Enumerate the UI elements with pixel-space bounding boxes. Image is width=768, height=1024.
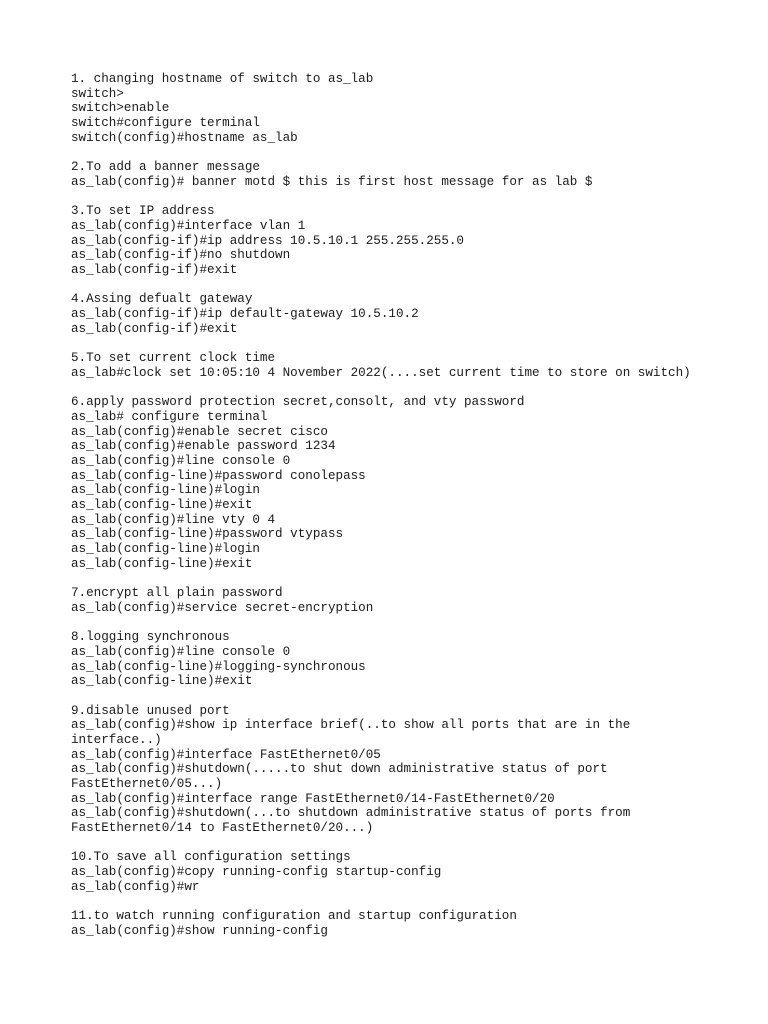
command-line: FastEthernet0/14 to FastEthernet0/20...) — [71, 821, 374, 836]
command-line: as_lab(config)# banner motd $ this is first host message for as lab $ — [71, 174, 593, 189]
command-line: as_lab(config)#copy running-config startup-config — [71, 865, 442, 880]
config-step-section — [71, 160, 751, 189]
command-line: FastEthernet0/05...) — [71, 777, 223, 791]
command-line: switch(config)#hostname as_lab — [71, 130, 298, 145]
command-line: as_lab(config-if)#ip default-gateway 10.5.10.2 — [71, 307, 419, 321]
command-line: as_lab(config-line)#exit — [71, 556, 253, 571]
command-line: as_lab(config-line)#password vtypass — [71, 527, 344, 542]
step-heading: 11.to watch running configuration and startup configuration — [71, 909, 517, 924]
config-step-section — [71, 395, 751, 571]
document-body — [71, 72, 751, 953]
config-step-section — [71, 704, 751, 836]
command-line: switch> — [71, 86, 124, 101]
command-line: as_lab(config)#line console 0 — [71, 453, 291, 468]
command-line: as_lab(config-if)#no shutdown — [71, 248, 291, 263]
step-heading: 6.apply password protection secret,consolt, and vty password — [71, 395, 525, 410]
command-line: as_lab(config)#show running-config — [71, 923, 328, 938]
command-line: as_lab(config)#enable secret cisco — [71, 424, 328, 439]
command-line: switch>enable — [71, 101, 170, 116]
step-heading: 1. changing hostname of switch to as_lab — [71, 72, 374, 86]
step-heading: 5.To set current clock time — [71, 351, 276, 366]
command-line: as_lab(config)#wr — [71, 879, 200, 894]
command-line: switch#configure terminal — [71, 116, 260, 131]
step-heading: 10.To save all configuration settings — [71, 850, 351, 865]
step-heading: 8.logging synchronous — [71, 630, 230, 645]
config-step-section — [71, 909, 751, 938]
command-line: as_lab(config)#interface range FastEthernet0/14-FastEthernet0/20 — [71, 791, 555, 806]
step-heading: 7.encrypt all plain password — [71, 586, 283, 601]
config-step-section — [71, 850, 751, 894]
command-line: as_lab(config-line)#exit — [71, 674, 253, 689]
command-line: as_lab(config)#line console 0 — [71, 644, 291, 659]
command-line: as_lab# configure terminal — [71, 409, 268, 424]
command-line: as_lab(config-line)#logging-synchronous — [71, 659, 366, 674]
command-line: as_lab(config-if)#exit — [71, 321, 238, 336]
command-line: as_lab(config-line)#password conolepass — [71, 468, 366, 483]
command-line: as_lab(config)#shutdown(.....to shut down administrative status of port — [71, 762, 608, 777]
step-heading: 9.disable unused port — [71, 703, 230, 718]
command-line: as_lab(config-line)#login — [71, 542, 260, 556]
command-line: as_lab(config)#interface vlan 1 — [71, 218, 306, 233]
command-line: as_lab(config)#enable password 1234 — [71, 439, 336, 454]
config-step-section — [71, 586, 751, 615]
command-line: as_lab(config-line)#login — [71, 483, 260, 498]
config-step-section — [71, 204, 751, 277]
step-heading: 3.To set IP address — [71, 204, 215, 219]
command-line: interface..) — [71, 732, 162, 747]
command-line: as_lab(config-if)#ip address 10.5.10.1 255.255.255.0 — [71, 233, 464, 248]
command-line: as_lab#clock set 10:05:10 4 November 2022(....set current time to store on switch) — [71, 365, 691, 380]
config-step-section — [71, 630, 751, 689]
step-heading: 4.Assing defualt gateway — [71, 292, 253, 307]
command-line: as_lab(config-if)#exit — [71, 262, 238, 277]
command-line: as_lab(config)#service secret-encryption — [71, 600, 374, 615]
command-line: as_lab(config)#shutdown(...to shutdown administrative status of ports from — [71, 806, 631, 821]
step-heading: 2.To add a banner message — [71, 160, 260, 175]
command-line: as_lab(config-line)#exit — [71, 497, 253, 512]
command-line: as_lab(config)#interface FastEthernet0/05 — [71, 747, 381, 762]
command-line: as_lab(config)#show ip interface brief(..to show all ports that are in the — [71, 718, 631, 733]
command-line: as_lab(config)#line vty 0 4 — [71, 512, 276, 527]
config-step-section — [71, 292, 751, 336]
config-step-section — [71, 72, 751, 145]
config-step-section — [71, 351, 751, 380]
